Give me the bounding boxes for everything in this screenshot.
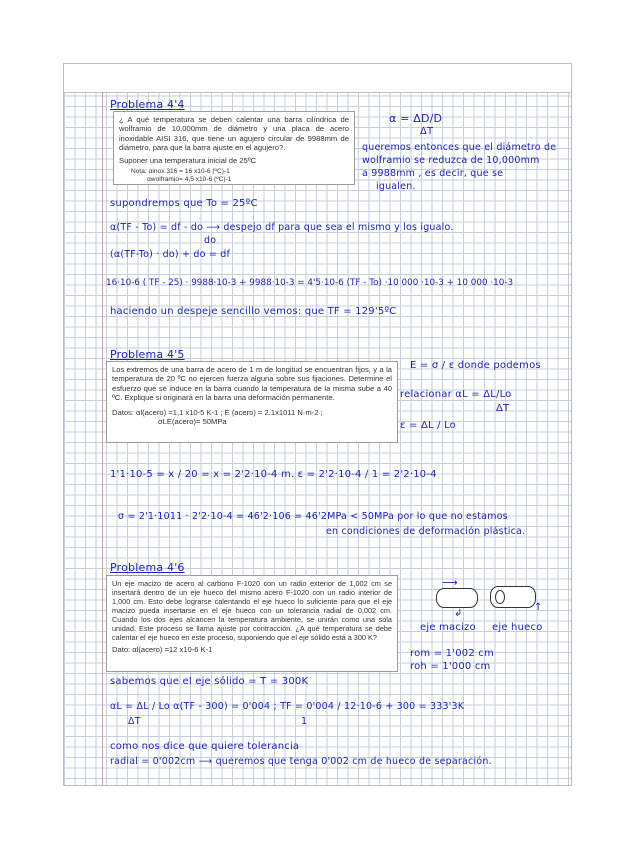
notebook-page bbox=[63, 63, 572, 786]
problem-44-want-1: queremos entonces que el diámetro de bbox=[362, 142, 557, 153]
problem-46-title: Problema 4'6 bbox=[110, 561, 185, 574]
problem-45-relation-2: relacionar αL = ΔL/Lo bbox=[400, 389, 512, 400]
solid-shaft-radius: rom = 1'002 cm bbox=[410, 648, 494, 659]
margin-line bbox=[102, 92, 103, 785]
problem-44-step-3: (α(TF-To) · do) + do = df bbox=[110, 249, 231, 260]
hollow-shaft-opening bbox=[495, 590, 505, 604]
problem-44-want-2: wolframio se reduzca de 10,000mm bbox=[362, 155, 540, 166]
problem-45-step-1: 1'1·10-5 = x / 20 = x = 2'2·10-4 m. ε = 2'2·10-4 / 1 = 2'2·10-4 bbox=[110, 469, 437, 480]
problem-45-relation-3: ε = ΔL / Lo bbox=[400, 420, 456, 431]
problem-46-step-2-denominator-2: 1 bbox=[301, 716, 308, 727]
problem-46-step-2: αL = ΔL / Lo α(TF - 300) = 0'004 ; TF = 0'004 / 12·10-6 + 300 = 333'3K bbox=[110, 701, 465, 712]
problem-46-statement: Un eje macizo de acero al carbono F-1020 con un radio exterior de 1,002 cm se insertará dentro de un eje hueco del mismo acero F-1020 con un radio interior de 1,000 cm. Esto debe lograrse calentando el eje hueco lo suficiente para que el eje macizo pueda insertarse en el eje hueco con un tolerancia radial de 0,002 cm. Cuando los dos ejes alcancen la temperatura ambiente, se unirán como una sola unidad. Este proceso se llama ajuste por contracción. ¿A qué temperatura se debe calentar el eje hueco en este proceso, suponiendo que el eje sólido está a 300 K? bbox=[112, 579, 392, 642]
problem-44-step-2: α(TF - To) = df - do ⟶ despejo df para que sea el mismo y los igualo. bbox=[110, 222, 454, 233]
problem-45-statement: Los extremos de una barra de acero de 1 m de longitud se encuentran fijos, y a la temperatura de 20 ºC no ejercen fuerza alguna sobre sus fijaciones. Determine el esfuerzo que se induce en la barra cuando la temperatura de la misma sube a 40 ºC. Explique si originará en la barra una deformación permanente. bbox=[112, 365, 392, 403]
problem-46-step-3: como nos dice que quiere tolerancia bbox=[110, 741, 300, 752]
problem-46-statement-box bbox=[106, 575, 398, 672]
problem-46-step-1: sabemos que el eje sólido = T = 300K bbox=[110, 676, 309, 687]
problem-44-statement-box bbox=[113, 111, 355, 185]
problem-44-title: Problema 4'4 bbox=[110, 98, 185, 111]
problem-46-step-2-denominator-1: ΔT bbox=[128, 716, 141, 727]
problem-44-formula: α = ΔD/D bbox=[389, 112, 443, 125]
page-header-band bbox=[64, 64, 571, 93]
arrow-right-icon: ⟶ bbox=[442, 576, 458, 589]
problem-44-step-5: haciendo un despeje sencillo vemos: que TF = 129'5ºC bbox=[110, 306, 397, 317]
problem-44-note-2: αwolframio= 4,5 x10-6 (ºC)-1 bbox=[147, 176, 232, 184]
problem-45-title: Problema 4'5 bbox=[110, 348, 185, 361]
hollow-shaft-radius: roh = 1'000 cm bbox=[410, 661, 491, 672]
arrow-down-icon: ↲ bbox=[454, 608, 463, 619]
solid-shaft-label: eje macizo bbox=[420, 622, 476, 633]
problem-44-step-4: 16·10-6 ( TF - 25) · 9988·10-3 + 9988·10-3 = 4'5·10-6 (TF - To) ·10 000 ·10-3 + 10 000 ·10-3 bbox=[106, 278, 514, 288]
problem-44-step-1: supondremos que To = 25ºC bbox=[110, 198, 258, 209]
problem-45-relation-2-denominator: ΔT bbox=[496, 403, 510, 414]
problem-45-relation-1: E = σ / ε donde podemos bbox=[410, 360, 541, 371]
arrow-up-icon: ↑ bbox=[534, 602, 543, 613]
problem-44-want-4: igualen. bbox=[376, 181, 416, 192]
problem-44-step-2-denominator: do bbox=[204, 235, 217, 246]
problem-44-assume: Suponer una temperatura inicial de 25ºC bbox=[119, 155, 257, 165]
problem-45-data-2: σLE(acero)= 50MPa bbox=[158, 417, 227, 427]
problem-44-statement: ¿ A qué temperatura se deben calentar una barra cilíndrica de wolframio de 10.000mm de diámetro y una placa de acero inoxidable AISI 316, que tiene un agujero circular de 9988mm de diámetro, para que la barra ajuste en el agujero?. bbox=[119, 115, 349, 153]
problem-45-data: Datos: αl(acero) =1,1 x10-5 K-1 ; E (acero) = 2.1x1011 N·m-2 ; bbox=[112, 407, 323, 417]
problem-46-step-4: radial = 0'002cm ⟶ queremos que tenga 0'002 cm de hueco de separación. bbox=[110, 756, 492, 767]
problem-44-want-3: a 9988mm , es decir, que se bbox=[362, 168, 504, 179]
problem-46-data: Dato: αl(acero) =12 x10-6 K-1 bbox=[112, 645, 213, 654]
problem-45-step-3: en condiciones de deformación plástica. bbox=[326, 526, 526, 537]
problem-45-statement-box bbox=[106, 361, 398, 443]
problem-44-formula-denominator: ΔT bbox=[420, 126, 434, 137]
solid-shaft-drawing bbox=[436, 588, 478, 608]
problem-45-step-2: σ = 2'1·1011 · 2'2·10-4 = 46'2·106 = 46'2MPa < 50MPa por lo que no estamos bbox=[118, 511, 508, 522]
problem-44-note-1: Nota: αinox 316 = 16 x10-6 (ºC)-1 bbox=[131, 168, 230, 176]
hollow-shaft-label: eje hueco bbox=[492, 622, 543, 633]
